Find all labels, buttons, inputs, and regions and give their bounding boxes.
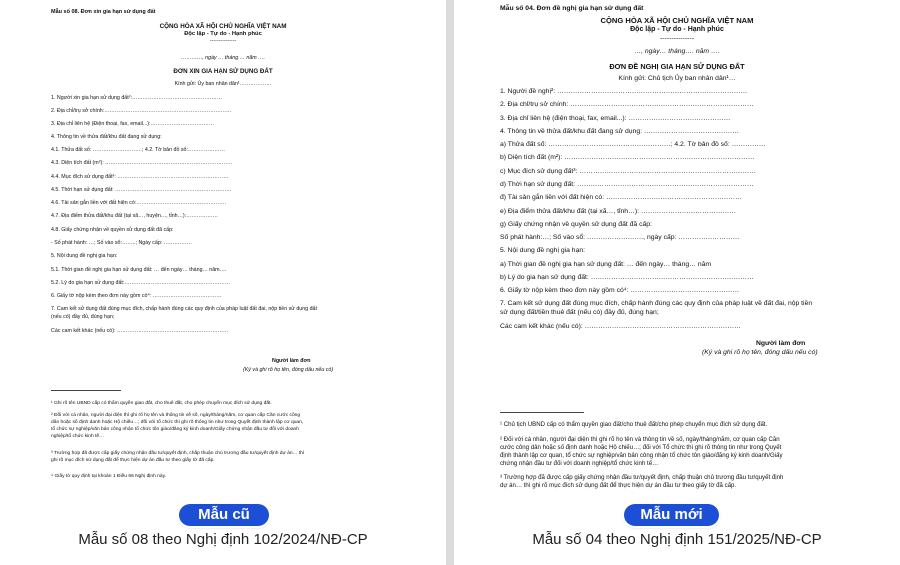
new-form-line: b) Lý do gia hạn sử dụng đất: ……………………………………………………………… xyxy=(500,274,754,281)
new-form-footnote: cước công dân hoặc số định danh hoặc Hộ chiếu…; đối với Tổ chức thì ghi rõ thông tin như trong Quyết xyxy=(500,444,782,451)
old-form-line: 4.3. Diện tích đất (m²): ……………………………………………………………… xyxy=(51,160,233,166)
new-form-panel xyxy=(454,0,900,565)
old-form-line: 4.7. Địa điểm thửa đất/khu đất (tại xã…, huyện…, tỉnh…):……………… xyxy=(51,213,218,219)
new-form-line: 4. Thông tin về thửa đất/khu đất đang sử dụng: …………………………………… xyxy=(500,128,740,135)
old-form-line: 4.6. Tài sản gắn liền với đất hiện có:…………………………………………… xyxy=(51,200,227,206)
new-form-line: 6. Giấy tờ nộp kèm theo đơn này gồm có⁴: ………………………………………… xyxy=(500,287,740,294)
new-form-footnote: dự án… thì ghi rõ mục đích sử dụng đất để thực hiện dự án đầu tư theo giấy tờ đã cấp. xyxy=(500,482,737,489)
old-form-line: 4.8. Giấy chứng nhận về quyền sử dụng đất đã cấp: xyxy=(51,227,174,233)
new-form-national-header: CỘNG HÒA XÃ HỘI CHỦ NGHĨA VIỆT NAM xyxy=(600,16,754,25)
old-form-line: 1. Người xin gia hạn sử dụng đất²:…………………………………………… xyxy=(51,95,222,101)
new-form-caption: Mẫu số 04 theo Nghị định 151/2025/NĐ-CP xyxy=(532,531,822,548)
old-form-caption: Mẫu số 08 theo Nghị định 102/2024/NĐ-CP xyxy=(78,531,368,548)
old-form-doc-title: Mẫu số 08. Đơn xin gia hạn sử dụng đất xyxy=(51,9,156,15)
old-form-line: 4.5. Thời hạn sử dụng đất: ………………………………………………………… xyxy=(51,187,232,193)
old-form-title: ĐƠN XIN GIA HẠN SỬ DỤNG ĐẤT xyxy=(173,68,273,75)
old-form-footnote: ghi rõ mục đích sử dụng đất để thực hiện dự án đầu tư theo giấy tờ đã cấp. xyxy=(51,458,215,463)
old-form-line: Các cam kết khác (nếu có): ……………………………………………………… xyxy=(51,328,229,334)
old-form-signer-note: (Ký và ghi rõ họ tên, đóng dấu nếu có) xyxy=(243,367,334,373)
new-form-line: 3. Địa chỉ liên hệ (điện thoại, fax, email...): ……………………………………… xyxy=(500,115,731,122)
old-form-line: 4.1. Thửa đất số: ……………………….; 4.2. Tờ bản đồ số:………………… xyxy=(51,147,226,153)
new-form-line: e) Địa điểm thửa đất/khu đất (tại xã…, tỉnh…): …………………………………… xyxy=(500,208,737,215)
new-form-signer-note: (Ký và ghi rõ họ tên, đóng dấu nếu có) xyxy=(702,349,818,356)
new-form-line: 7. Cam kết sử dụng đất đúng mục đích, chấp hành đúng các quy định của pháp luật về đất đai, nộp tiền xyxy=(500,300,813,307)
old-form-line: 3. Địa chỉ liên hệ (Điện thoại, fax, email...):……………………………… xyxy=(51,121,215,127)
old-form-line: 7. Cam kết sử dụng đất đúng mục đích, chấp hành đúng các quy định của pháp luật đất đai, nộp tiền sử dụng đất xyxy=(51,306,317,312)
new-form-line: sử dụng đất/tiền thuê đất (nếu có) đầy đủ, đúng hạn; xyxy=(500,309,659,316)
new-form-footnote-rule xyxy=(500,412,584,413)
new-form-doc-title: Mẫu số 04. Đơn đề nghị gia hạn sử dụng đất xyxy=(500,5,644,12)
new-form-line: đ) Tài sản gắn liền với đất hiện có: …………………………………………………… xyxy=(500,194,742,201)
old-form-footnote: tổ chức sự nghiệp/văn bản công nhận tổ chức tôn giáo/đăng ký kinh doanh/Giấy chứng nhận đầu tư đối với doanh xyxy=(51,427,299,432)
old-form-date-line: …………, ngày … tháng … năm …. xyxy=(181,55,265,61)
new-form-line: b) Diện tích đất (m²): ………………………………………………………………………… xyxy=(500,154,755,161)
new-form-date-line: …, ngày… tháng…. năm …. xyxy=(634,48,720,55)
old-form-signer: Người làm đơn xyxy=(272,358,311,364)
new-form-line: 1. Người đề nghị²: ………………………………………………………………………… xyxy=(500,88,748,95)
new-form-line: d) Thời hạn sử dụng đất: …………………………………………………………………… xyxy=(500,181,754,188)
new-form-header-rule: --------------- xyxy=(660,35,694,42)
new-form-line: Số phát hành:…; Số vào sổ: ……………………., ngày cấp: ……………………… xyxy=(500,234,740,241)
old-form-addressee: Kính gửi: Ủy ban nhân dân¹……………… xyxy=(174,81,272,87)
old-form-line: 5. Nội dung đề nghị gia hạn: xyxy=(51,253,118,259)
old-form-panel xyxy=(0,0,446,565)
old-form-line: (nếu có) đầy đủ, đúng hạn; xyxy=(51,314,115,320)
new-form-line: 5. Nội dung đề nghị gia hạn: xyxy=(500,247,586,254)
old-form-line: 5.2. Lý do gia hạn sử dụng đất:…………………………………………………… xyxy=(51,280,231,286)
old-form-line: 2. Địa chỉ/trụ sở chính:……………………………………………………………… xyxy=(51,108,232,114)
old-form-footnote: ² Đối với cá nhân, người đại diện thì ghi rõ họ tên và thông tin về số, ngày/tháng/năm, cơ quan cấp Căn cước công xyxy=(51,413,301,418)
old-form-motto: Độc lập - Tự do - Hạnh phúc xyxy=(184,31,262,37)
old-form-footnote: ¹ Ghi rõ tên UBND cấp có thẩm quyền giao đất, cho thuê đất, cho phép chuyển mục đích sử dụng đất. xyxy=(51,401,272,406)
new-form-footnote: ² Đối với cá nhân, người đại diện thì ghi rõ họ tên và thông tin về số, ngày/tháng/năm, cơ quan cấp Căn xyxy=(500,436,780,443)
new-form-signer: Người làm đơn xyxy=(756,340,806,347)
old-form-footnote: ³ Trường hợp đã được cấp giấy chứng nhận đầu tư/quyết định, chấp thuận chủ trương đầu tư/quyết định dự án… thì xyxy=(51,451,305,456)
old-form-footnote: dân hoặc số định danh hoặc Hộ chiếu…; đối với tổ chức thì ghi rõ thông tin như trong Quyết định thành lập cơ quan, xyxy=(51,420,304,425)
old-form-footnote-rule xyxy=(51,390,121,391)
old-form-header-rule: --------------- xyxy=(209,38,237,44)
new-form-line: c) Mục đích sử dụng đất³: …………………………………………………………………… xyxy=(500,168,757,175)
new-form-footnote: ¹ Chủ tịch UBND cấp có thẩm quyền giao đất/cho thuê đất/cho phép chuyển mục đích sử dụng đất. xyxy=(500,421,768,428)
old-form-footnote: nghiệp/tổ chức kinh tế… xyxy=(51,434,105,439)
old-version-badge: Mẫu cũ xyxy=(179,504,269,526)
new-form-line: 2. Địa chỉ/trụ sở chính: ……………………………………………………………………… xyxy=(500,101,754,108)
old-form-line: - Số phát hành: …; Số vào sổ:……..; Ngày cấp: ……………. xyxy=(51,240,192,246)
new-form-motto: Độc lập - Tự do - Hạnh phúc xyxy=(630,26,724,33)
new-form-addressee: Kính gửi: Chủ tịch Ủy ban nhân dân¹… xyxy=(618,75,736,82)
new-form-line: Các cam kết khác (nếu có): …………………………………………………………… xyxy=(500,323,741,330)
old-form-line: 4.4. Mục đích sử dụng đất³: ……………………………………………………… xyxy=(51,174,229,180)
new-version-badge: Mẫu mới xyxy=(624,504,719,526)
new-form-line: a) Thời gian đề nghị gia hạn sử dụng đất: … đến ngày… tháng… năm xyxy=(500,261,712,268)
old-form-line: 6. Giấy tờ nộp kèm theo đơn này gồm có⁴: ………………………………… xyxy=(51,293,222,299)
old-form-footnote: ⁴ Giấy tờ quy định tại khoản 1 Điều 66 Nghị định này. xyxy=(51,474,167,479)
old-form-national-header: CỘNG HÒA XÃ HỘI CHỦ NGHĨA VIỆT NAM xyxy=(159,23,287,30)
old-form-line: 5.1. Thời gian đề nghị gia hạn sử dụng đất: … đến ngày… tháng… năm…. xyxy=(51,267,227,273)
new-form-footnote: ³ Trường hợp đã được cấp giấy chứng nhận đầu tư/quyết định, chấp thuận chủ trương đầu tư/quyết định xyxy=(500,474,784,481)
new-form-line: g) Giấy chứng nhận về quyền sử dụng đất đã cấp: xyxy=(500,221,652,228)
old-form-line: 4. Thông tin về thửa đất/khu đất đang sử dụng: xyxy=(51,134,162,140)
new-form-title: ĐƠN ĐỀ NGHỊ GIA HẠN SỬ DỤNG ĐẤT xyxy=(609,62,745,71)
new-form-footnote: định thành lập cơ quan, tổ chức sự nghiệp/văn bản công nhận tổ chức tôn giáo/đăng ký kinh doanh/Giấy xyxy=(500,452,783,459)
new-form-footnote: chứng nhận đầu tư đối với doanh nghiệp/tổ chức kinh tế… xyxy=(500,460,659,467)
new-form-line: a) Thửa đất số: ………………………………………………; 4.2. Tờ bản đồ số: …………… xyxy=(500,141,766,148)
